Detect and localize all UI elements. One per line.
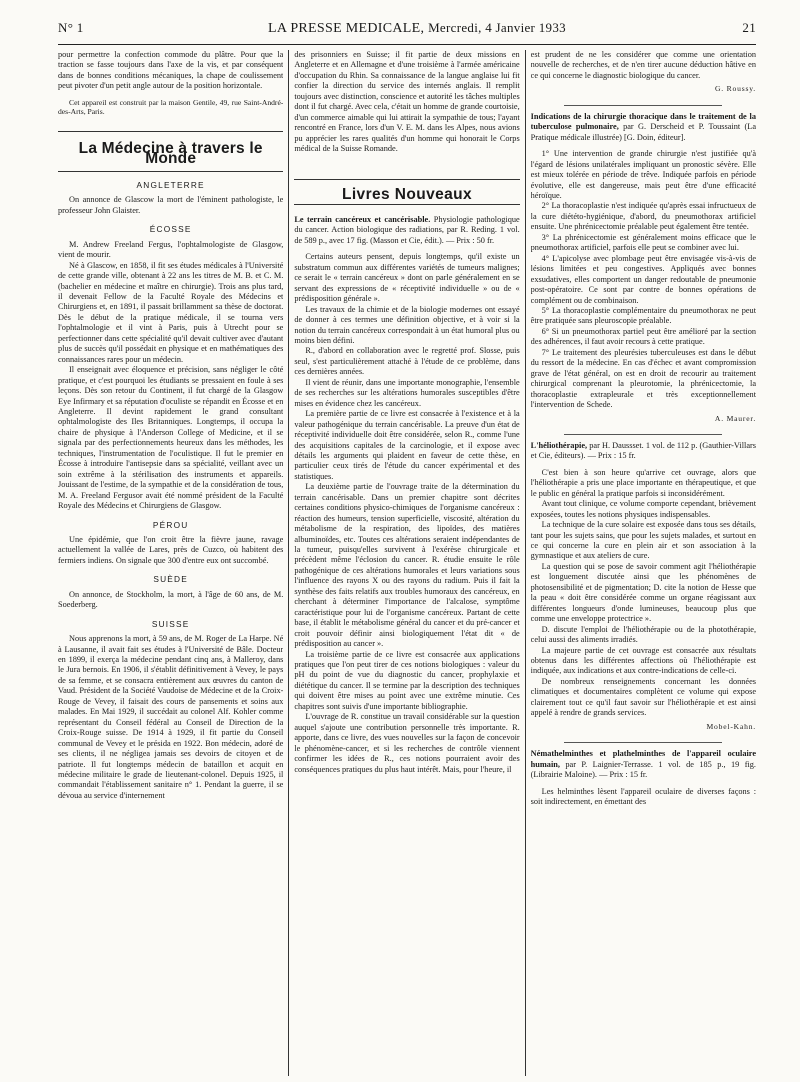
columns	[58, 50, 756, 1076]
review-3-paragraph: D. discute l'emploi de l'héliothérapie ou de la photothérapie, celui aussi des aliments irradiés.	[530, 624, 757, 645]
review-1-paragraph: Les travaux de la chimie et de la biologie modernes ont essayé de donner à ces termes une définition objective, et à voir si la notion du terrain cancéreux correspondait à un état humoral plus ou moins bien défini.	[294, 304, 520, 345]
review-2-paragraph: 2° La thoracoplastie n'est indiquée qu'après essai infructueux de la cure diététo-hygiénique, d'abord, du pneumothorax artificiel ensuite. Une phrénicectomie préalable peut également être tentée.	[530, 201, 757, 232]
review-3-paragraph: C'est bien à son heure qu'arrive cet ouvrage, alors que l'héliothérapie a pris une place importante en thérapeutique, et que le public en général la pratique parfois si inconsidérément.	[530, 467, 757, 498]
book-title: Indications de la chirurgie thoracique dans le traitement de la tuberculose pulmonaire,	[530, 111, 757, 132]
section-rule	[58, 171, 283, 172]
review-1-paragraph: La deuxième partie de l'ouvrage traite de la détermination du terrain cancérisable. Dans un premier chapitre sont décrites certaines conditions physico-chimiques de l'organisme cancéreux : réaction des humeurs, tension superficielle, viscosité, altération du métabolisme de la respiration, des lipoïdes, des matières albuminoïdes, etc. Toutes ces altérations seraient indépendantes de la tumeur, puisqu'elles survivent à l'exérèse chirurgicale et précèdent même l'éclosion du cancer. R. étudie ensuite le rôle pathogénique de ces altérations humorales et leurs variations sous l'influence des rayons X ou des rayons du radium. Puis il fait la synthèse des faits relatifs aux troubles humoraux des cancéreux, en cherchant à déterminer l'importance de l'alcalose, symptôme caractéristique pour lui de l'organisme cancéreux. Partant de cette base, il établit le métabolisme général du cancer et du pré-cancer et croit pouvoir définir ainsi biologiquement l'état dit « de prédisposition au cancer ».	[294, 482, 520, 649]
news-ecosse-2: Né à Glascow, en 1858, il fit ses études médicales à l'Université de cette grande ville, obtenant à 22 ans les titres de M. B. et C. M. (bachelier en médecine et maître en chirurgie). Trois ans plus tard, il devenait Fellow de la Faculté Royale des Médecins et Chirurgiens et, en 1891, il passait brillamment sa thèse de doctorat. Dès le début de la pratique médicale, il se tourna vers l'ophtalmologie et il vint à Paris, puis à Utrecht pour se perfectionner dans cette spécialité qu'il devait cultiver avec d'autant plus de succès qu'il possédait en physique et en mathématiques des connaissances rares pour un médecin.	[58, 260, 284, 364]
book-details: par G. Derscheid et P. Toussaint (La Pratique médicale illustrée) [G. Doin, éditeur].	[530, 122, 756, 142]
review-4-paragraph: Les helminthes lèsent l'appareil oculaire de diverses façons : soit indirectement, en émettant des	[530, 786, 757, 806]
review-signature: Mobel-Kahn.	[706, 721, 757, 731]
review-divider	[564, 742, 722, 743]
section-rule	[294, 179, 519, 180]
news-perou: Une épidémie, que l'on croit être la fièvre jaune, ravage actuellement la vallée de Lares, près de Cuzco, où habitent des fermiers indiens. On signale que 300 d'entre eux ont succombé.	[58, 534, 284, 565]
review-3-paragraph: De nombreux renseignements concernant les données climatiques et documentaires complètent ce volume qui expose clairement tout ce qu'il faut savoir sur l'héliothérapie et est ainsi appelé à rendre de grands services.	[530, 676, 757, 718]
review-1-paragraph: Il vient de réunir, dans une importante monographie, l'ensemble de ses recherches sur les altérations humorales susceptibles d'être mises en évidence chez les cancéreux.	[294, 377, 520, 408]
review-2-paragraph: 1° Une intervention de grande chirurgie n'est justifiée qu'à l'égard de lésions unilatérales impliquant un pronostic sévère. Elle est mieux tolérée en période de trêve. Indiquée parfois en période évolutive, elle est dangereuse, mais peut être d'une efficacité héroïque.	[530, 149, 757, 200]
news-suisse: Nous apprenons la mort, à 59 ans, de M. Roger de La Harpe. Né à Lausanne, il avait fait ses études à l'Université de Bâle. Docteur en 1899, il exerça la médecine pendant cinq ans, à Malleroy, dans le Jura bernois. En 1906, il s'établit définitivement à Vevey, le pays de sa femme, et se consacra entièrement aux œuvres du canton de Vaud. Président de la Société Vaudoise de Médecine et de la Croix-Rouge de Vevey, il faisait des cours de pansements et soins aux malades. En Mai 1929, il succédait au colonel Alf. Kohler comme représentant du Conseil fédéral au Conseil de Direction de la Croix-Rouge suisse. De 1914 à 1929, il fit partie du Conseil communal de Vevey et le présida en 1922. Bon médecin, adoré de ses clients, il ne négligea jamais ses devoirs de citoyen et de patriote. Il fut longtemps médecin de bataillon et acquit en médecine militaire le grade de lieutenant-colonel. Depuis 1925, il commandait l'établissement sanitaire n° 1. Pendant la guerre, il se dévoua au service d'internement	[58, 634, 284, 800]
review-3-paragraph: La technique de la cure solaire est exposée dans tous ses détails, tant pour les sujets sains, que pour les sujets malades, et surtout en ce qui concerne la cure en plein air et son association à la gymnastique et aux ateliers de cure.	[530, 520, 757, 561]
review-1-paragraph: La troisième partie de ce livre est consacrée aux applications pratiques que l'on peut tirer de ces notions biologiques : valeur du pH du point de vue du diagnostic du cancer, prophylaxie et diététique du cancer. Il se termine par la description des techniques qui doivent être mises au point avec une extrême minutie. Ces chapitres sont suivis d'une importante bibliographie.	[294, 649, 520, 711]
heading-angleterre: ANGLETERRE	[136, 179, 205, 190]
review-1-paragraph: L'ouvrage de R. constitue un travail considérable sur la question auquel s'ajoute une contribution personnelle très importante. R. apporte, dans ce livre, des vues nouvelles sur la façon de concevoir le phénomène-cancer, et si les recherches de contrôle viennent confirmer les idées de R., ces notions pourraient avoir des conséquences pratiques du plus haut intérêt. Mais, pour l'heure, il	[294, 712, 520, 774]
review-1-paragraph: Certains auteurs pensent, depuis longtemps, qu'il existe un substratum commun aux différentes variétés de tumeurs malignes; ce serait le « terrain cancéreux » dont on parle généralement en se servant des expressions de « réceptivité individuelle » ou de « prédisposition générale ».	[294, 252, 520, 304]
book-details: par H. Daussset. 1 vol. de 112 p. (Gauthier-Villars et Cie, éditeurs). — Prix : 15 fr.	[530, 440, 757, 461]
section-title-livres: Livres Nouveaux	[341, 185, 473, 203]
column-separator	[288, 50, 289, 1076]
suisse-continued: des prisonniers en Suisse; il fit partie de deux missions en Angleterre et en Allemagne et d'une troisième à l'armée américaine d'occupation du Rhin. Sa connaissance de la langue anglaise lui fit confier la direction du service des internés anglais. Il remplit toujours avec distinction, conscience et autorité les tâches multiples dont il fut chargé. Avec cela, c'était un homme de grande courtoisie, d'un commerce aimable qui lui attirait la sympathie de tous; l'ayant rencontré en France, lors d'un V. E. M. dans les Alpes, nous avions pu apprécier les rares qualités d'un homme qui honorait le Corps médical de la Suisse Romande.	[294, 50, 520, 154]
journal-masthead	[118, 20, 716, 37]
review-signature: A. Maurer.	[714, 413, 757, 423]
heading-ecosse: ÉCOSSE	[149, 224, 192, 235]
column-1	[58, 50, 283, 1076]
section-title-medecine: La Médecine à travers le Monde	[78, 140, 263, 168]
review-2-paragraph: 7° Le traitement des pleurésies tuberculeuses est dans le début du ressort de la médecine. En cas d'échec et avant compromission grave de l'état général, on est en droit de recourir au traitement chirurgical comprenant la pleurotomie, la phrénicectomie, la thoracoplastie extrapleurale et très exceptionnellement l'intervention de Schede.	[530, 347, 757, 410]
heading-perou: PÉROU	[152, 519, 189, 530]
review-2-paragraph: 5° La thoracoplastie complémentaire du pneumothorax ne peut être pratiquée sans pleuroscopie préalable.	[530, 305, 757, 326]
heading-suisse: SUISSE	[151, 618, 190, 629]
journal-name: LA PRESSE MEDICALE,	[268, 21, 425, 36]
header-rule	[58, 44, 756, 45]
book-title: Le terrain cancéreux et cancérisable.	[294, 214, 431, 224]
column-3	[531, 50, 756, 1076]
heading-suede: SUÈDE	[153, 574, 188, 585]
news-ecosse-1: M. Andrew Freeland Fergus, l'ophtalmologiste de Glasgow, vient de mourir.	[58, 239, 284, 260]
manufacturer-note: Cet appareil est construit par la maison Gentile, 49, rue Saint-André-des-Arts, Paris.	[58, 97, 284, 117]
review-1-paragraph: R., d'abord en collaboration avec le regretté prof. Slosse, puis seul, s'est particulièrement attaché à l'étude de ce problème, dans ces dernières années.	[294, 346, 520, 377]
news-ecosse-3: Il enseignait avec éloquence et précision, sans négliger le côté pratique, et c'est pourquoi les étudiants se pressaient en foule à ses leçons. Dès son retour du Continent, il fut chargé de la Glasgow Eye Infirmary et sa réputation d'oculiste se répandit en Écosse et en Angleterre. Il devint rapidement le grand consultant ophtalmologiste des Iles Britanniques. Longtemps, il occupa la chaire de physique à l'Anderson College of Medicine, et il se signala par des perfectionnements heureux dans les méthodes, les techniques, l'instrumentation de l'oculistique. Il fut le premier en Écosse à introduire l'antisepsie dans sa spécialité, veillant avec un soin extrême à la stérilisation des instruments et appareils. Jouissant de l'estime, de la sympathie et de la considération de tous, M. A. Freeland Fergusor avait été nommé président de la Faculté Royale des Médecins et Chirurgiens de Glasgow.	[58, 365, 284, 511]
column-separator	[525, 50, 526, 1076]
review-3-header	[531, 441, 756, 462]
review-1-header	[294, 215, 519, 246]
review-2-paragraph: 6° Si un pneumothorax partiel peut être amélioré par la section des adhérences, il faut avoir recours à cette pratique.	[530, 326, 757, 347]
review-signature: G. Roussy.	[714, 84, 757, 94]
intro-paragraph: pour permettre la confection commode du plâtre. Pour que la traction se fasse toujours dans l'axe de la vis, et par conséquent dans de bonnes conditions mécaniques, la chape de coulissement peut pivoter d'un petit angle autour de la position horizontale.	[58, 50, 284, 91]
review-divider	[564, 434, 722, 435]
review-1-paragraph: La première partie de ce livre est consacrée à l'existence et à la valeur pathogénique du terrain cancérisable. La preuve d'un état de réceptivité individuelle doit être considérée, selon R., comme l'une des acquisitions capitales de la carcinologie, et il expose avec détails les arguments qui plaident en faveur de cette thèse, en particulier ceux tirés de l'étude du cancer expérimental et des statistiques.	[294, 409, 520, 481]
review-divider	[564, 105, 722, 106]
page-number: 21	[742, 20, 756, 35]
review-3-paragraph: La question qui se pose de savoir comment agit l'héliothérapie est longuement discutée ainsi que les phénomènes de photosensibilité et de pigmentation; D. cite la notion de Hesse que la peau « doit être considérée comme un organe réagissant aux différentes longueurs d'onde lumineuses, beaucoup plus que comme une enveloppe protectrice ».	[530, 561, 757, 624]
review-3-paragraph: La majeure partie de cet ouvrage est consacrée aux résultats obtenus dans les différentes affections où l'héliothérapie est indiquée, aux indications et aux contre-indications de celle-ci.	[530, 645, 757, 676]
issue-date: Mercredi, 4 Janvier 1933	[428, 20, 566, 35]
column-2	[294, 50, 519, 1076]
review-3-paragraph: Avant tout clinique, ce volume comporte cependant, brièvement exposées, toutes les notions physiques indispensables.	[530, 499, 757, 519]
review-2-paragraph: 3° La phrénicectomie est généralement moins efficace que le pneumothorax artificiel, parfois elle peut se combiner avec lui.	[530, 232, 757, 253]
section-rule	[294, 204, 519, 205]
news-suede: On annonce, de Stockholm, la mort, à l'âge de 60 ans, de M. Soederberg.	[58, 589, 284, 610]
book-details: par P. Laignier-Terrasse. 1 vol. de 185 p., 19 fig. (Librairie Maloine). — Prix : 15 fr.	[530, 759, 757, 780]
review-4-header	[531, 749, 756, 780]
book-details: Physiologie pathologique du cancer. Action biologique des radiations, par R. Reding. 1 vol. de 589 p., avec 17 fig. (Masson et Cie, édit.). — Prix : 50 fr.	[294, 214, 520, 245]
book-title: L'héliothérapie,	[530, 440, 588, 450]
news-angleterre: On annonce de Glascow la mort de l'éminent pathologiste, le professeur John Glaister.	[58, 195, 284, 215]
review-2-header	[531, 112, 756, 143]
page-header	[58, 20, 756, 38]
review-1-conclusion: est prudent de ne les considérer que comme une orientation nouvelle de recherches, et de n'en tirer aucune déduction hâtive en ce qui concerne le diagnostic biologique du cancer.	[530, 50, 757, 80]
book-title: Némathelminthes et plathelminthes de l'appareil oculaire humain,	[530, 749, 757, 769]
section-rule	[58, 131, 283, 132]
issue-number: N° 1	[58, 20, 84, 35]
review-2-paragraph: 4° L'apicolyse avec plombage peut être envisagée vis-à-vis de lésions limitées et peu congestives. Appliqués avec bonnes exsudatives, elles comportent un danger redoutable de pneumonie post-opératoire. Ce sont par contre de bonnes opérations de complément ou de combinaison.	[530, 253, 757, 305]
